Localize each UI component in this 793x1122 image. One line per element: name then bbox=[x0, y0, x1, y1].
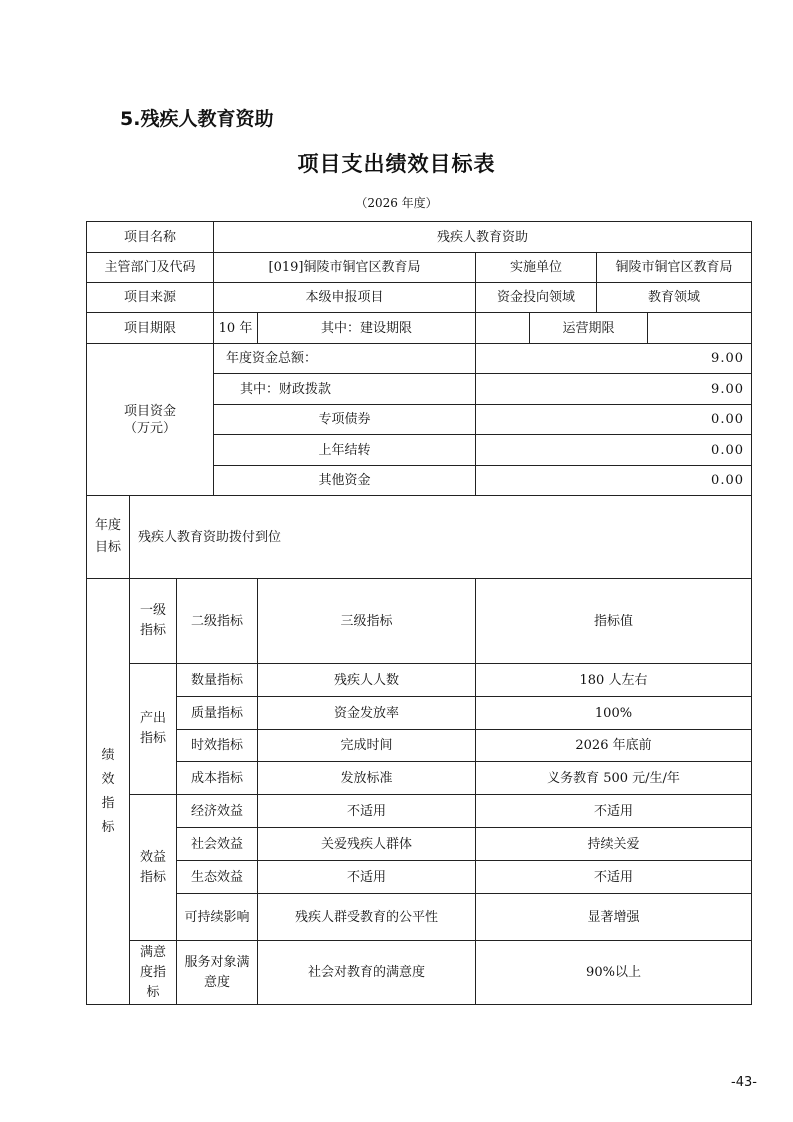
implementing-unit-value: 铜陵市铜官区教育局 bbox=[597, 253, 752, 283]
benefit-value: 显著增强 bbox=[476, 894, 752, 941]
performance-indicators-label-text: 绩效指标 bbox=[101, 747, 115, 835]
row-satisfaction bbox=[87, 941, 752, 1005]
benefit-l3: 残疾人群受教育的公平性 bbox=[258, 894, 476, 941]
benefit-value: 不适用 bbox=[476, 795, 752, 828]
benefit-indicator-label bbox=[130, 795, 177, 941]
operation-period-label: 运营期限 bbox=[530, 313, 648, 344]
project-funds-label bbox=[87, 344, 214, 496]
output-indicator-label-text: 产出指标 bbox=[140, 711, 167, 746]
fund-row-value: 0.00 bbox=[476, 405, 752, 435]
project-source-value: 本级申报项目 bbox=[214, 283, 476, 313]
satisfaction-l2: 服务对象满意度 bbox=[177, 941, 258, 1005]
fund-row-label: 上年结转 bbox=[214, 435, 476, 466]
output-value: 2026 年底前 bbox=[476, 730, 752, 762]
output-l2: 成本指标 bbox=[177, 762, 258, 795]
fund-row-value: 9.00 bbox=[476, 374, 752, 405]
benefit-l3: 不适用 bbox=[258, 795, 476, 828]
row-indicator-header bbox=[87, 579, 752, 664]
operation-period-value bbox=[648, 313, 752, 344]
performance-indicators-label bbox=[87, 579, 130, 1005]
fund-row-label: 年度资金总额： bbox=[214, 344, 476, 374]
benefit-l2: 社会效益 bbox=[177, 828, 258, 861]
funds-label-line1: 项目资金 bbox=[123, 403, 176, 419]
implementing-unit-label: 实施单位 bbox=[476, 253, 597, 283]
document-title: 项目支出绩效目标表 bbox=[297, 152, 496, 176]
row-period bbox=[87, 313, 752, 344]
output-l3: 发放标准 bbox=[258, 762, 476, 795]
benefit-l2: 可持续影响 bbox=[177, 894, 258, 941]
benefit-indicator-label-text: 效益指标 bbox=[140, 849, 167, 885]
level1-header-text: 一级指标 bbox=[140, 603, 167, 638]
benefit-l3: 关爱残疾人群体 bbox=[258, 828, 476, 861]
output-l3: 资金发放率 bbox=[258, 697, 476, 730]
output-value: 100% bbox=[476, 697, 752, 730]
fund-row-label: 其他资金 bbox=[214, 466, 476, 496]
funds-label-line2: （万元） bbox=[123, 420, 176, 436]
project-source-label: 项目来源 bbox=[87, 283, 214, 313]
row-benefit-economic bbox=[87, 795, 752, 828]
row-benefit-ecological bbox=[87, 861, 752, 894]
output-l2: 数量指标 bbox=[177, 664, 258, 697]
annual-goal-value: 残疾人教育资助拨付到位 bbox=[130, 496, 752, 579]
row-project-name bbox=[87, 222, 752, 253]
department-value: [019]铜陵市铜官区教育局 bbox=[214, 253, 476, 283]
project-period-label: 项目期限 bbox=[87, 313, 214, 344]
benefit-l3: 不适用 bbox=[258, 861, 476, 894]
project-name-label: 项目名称 bbox=[87, 222, 214, 253]
satisfaction-indicator-label-text: 满意度指标 bbox=[140, 944, 167, 1000]
project-name-value: 残疾人教育资助 bbox=[214, 222, 752, 253]
row-output-timeliness bbox=[87, 730, 752, 762]
row-department bbox=[87, 253, 752, 283]
output-value: 180 人左右 bbox=[476, 664, 752, 697]
row-annual-goal bbox=[87, 496, 752, 579]
row-source bbox=[87, 283, 752, 313]
benefit-l2: 经济效益 bbox=[177, 795, 258, 828]
page-number: -43- bbox=[731, 1075, 757, 1090]
section-heading: 5.残疾人教育资助 bbox=[120, 108, 274, 130]
row-benefit-sustainable bbox=[87, 894, 752, 941]
output-l2: 时效指标 bbox=[177, 730, 258, 762]
output-value: 义务教育 500 元/生/年 bbox=[476, 762, 752, 795]
output-l3: 完成时间 bbox=[258, 730, 476, 762]
output-l2: 质量指标 bbox=[177, 697, 258, 730]
benefit-value: 持续关爱 bbox=[476, 828, 752, 861]
level1-header bbox=[130, 579, 177, 664]
fund-row-value: 0.00 bbox=[476, 466, 752, 496]
value-header: 指标值 bbox=[476, 579, 752, 664]
row-benefit-social bbox=[87, 828, 752, 861]
row-output-cost bbox=[87, 762, 752, 795]
project-period-value: 10 年 bbox=[214, 313, 258, 344]
benefit-l2: 生态效益 bbox=[177, 861, 258, 894]
document-year: （2026 年度） bbox=[355, 196, 438, 210]
fund-row-value: 0.00 bbox=[476, 435, 752, 466]
satisfaction-indicator-label bbox=[130, 941, 177, 1005]
satisfaction-l3: 社会对教育的满意度 bbox=[258, 941, 476, 1005]
annual-goal-label-text: 年度目标 bbox=[95, 518, 122, 555]
department-label: 主管部门及代码 bbox=[87, 253, 214, 283]
fund-row-label: 其中：财政拨款 bbox=[214, 374, 476, 405]
output-indicator-label bbox=[130, 664, 177, 795]
satisfaction-value: 90%以上 bbox=[476, 941, 752, 1005]
row-fund-total bbox=[87, 344, 752, 374]
build-period-label: 其中：建设期限 bbox=[258, 313, 476, 344]
benefit-value: 不适用 bbox=[476, 861, 752, 894]
fund-field-label: 资金投向领域 bbox=[476, 283, 597, 313]
fund-row-value: 9.00 bbox=[476, 344, 752, 374]
row-output-quality bbox=[87, 697, 752, 730]
annual-goal-label bbox=[87, 496, 130, 579]
level3-header: 三级指标 bbox=[258, 579, 476, 664]
performance-target-table bbox=[86, 221, 752, 1005]
fund-row-label: 专项债券 bbox=[214, 405, 476, 435]
build-period-value bbox=[476, 313, 530, 344]
level2-header: 二级指标 bbox=[177, 579, 258, 664]
row-output-quantity bbox=[87, 664, 752, 697]
fund-field-value: 教育领域 bbox=[597, 283, 752, 313]
output-l3: 残疾人人数 bbox=[258, 664, 476, 697]
